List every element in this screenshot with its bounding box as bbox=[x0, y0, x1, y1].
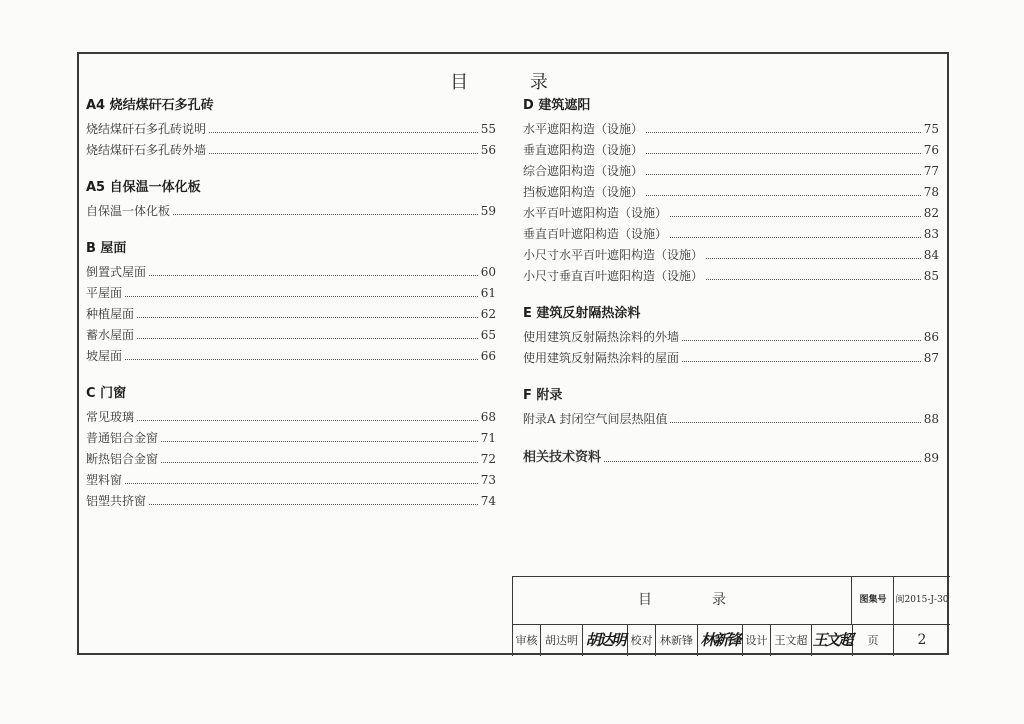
dot-leader bbox=[682, 360, 921, 362]
section-title: A5 自保温一体化板 bbox=[86, 180, 201, 195]
toc-item[interactable] bbox=[523, 406, 939, 427]
dot-leader bbox=[209, 152, 478, 154]
dot-leader bbox=[682, 339, 921, 341]
dot-leader bbox=[706, 278, 921, 280]
toc-item[interactable] bbox=[523, 263, 939, 284]
page-label: 页 bbox=[853, 625, 894, 656]
dot-leader bbox=[706, 257, 921, 259]
page-number: 2 bbox=[917, 632, 927, 648]
toc-item-page: 76 bbox=[923, 143, 939, 157]
design-label: 设计 bbox=[743, 625, 771, 656]
toc-item-label: 垂直遮阳构造（设施） bbox=[523, 143, 644, 157]
toc-item-label: 小尺寸水平百叶遮阳构造（设施） bbox=[523, 248, 704, 262]
section-title: A4 烧结煤矸石多孔砖 bbox=[86, 98, 214, 113]
dot-leader bbox=[604, 460, 921, 462]
toc-item-page: 78 bbox=[923, 185, 939, 199]
atlas-number-label: 图集号 bbox=[853, 577, 894, 624]
toc-item[interactable] bbox=[86, 280, 496, 301]
dot-leader bbox=[670, 236, 921, 238]
toc-item-label: 蓄水屋面 bbox=[86, 328, 135, 342]
dot-leader bbox=[209, 131, 478, 133]
dot-leader bbox=[173, 213, 478, 215]
dot-leader bbox=[137, 337, 478, 339]
toc-item[interactable] bbox=[86, 404, 496, 425]
toc-item-label: 烧结煤矸石多孔砖说明 bbox=[86, 122, 207, 136]
toc-item[interactable] bbox=[523, 200, 939, 221]
toc-item[interactable] bbox=[86, 322, 496, 343]
toc-item-label: 小尺寸垂直百叶遮阳构造（设施） bbox=[523, 269, 704, 283]
toc-item-page: 59 bbox=[480, 204, 496, 218]
toc-item-label: 使用建筑反射隔热涂料的外墙 bbox=[523, 330, 680, 344]
page-title: 目 录 bbox=[450, 72, 576, 93]
reviewer-signature: 胡达明 bbox=[583, 625, 628, 656]
toc-item-label: 铝塑共挤窗 bbox=[86, 494, 147, 508]
dot-leader bbox=[646, 131, 921, 133]
dot-leader bbox=[161, 440, 478, 442]
toc-item-label: 附录A 封闭空气间层热阻值 bbox=[523, 412, 668, 426]
toc-item[interactable] bbox=[86, 488, 496, 509]
toc-item-page: 83 bbox=[923, 227, 939, 241]
toc-item[interactable] bbox=[86, 343, 496, 364]
toc-item[interactable] bbox=[523, 242, 939, 263]
toc-item-label: 综合遮阳构造（设施） bbox=[523, 164, 644, 178]
toc-item-page: 73 bbox=[480, 473, 496, 487]
dot-leader bbox=[125, 482, 478, 484]
dot-leader bbox=[646, 194, 921, 196]
toc-item[interactable] bbox=[86, 259, 496, 280]
designer-name: 王文超 bbox=[771, 625, 812, 656]
toc-item-page: 87 bbox=[923, 351, 939, 365]
dot-leader bbox=[670, 215, 921, 217]
dot-leader bbox=[149, 274, 478, 276]
title-block-row-top bbox=[513, 577, 950, 625]
toc-item[interactable] bbox=[523, 445, 939, 466]
toc-item-page: 77 bbox=[923, 164, 939, 178]
toc-left-column bbox=[86, 96, 496, 509]
toc-item[interactable] bbox=[523, 158, 939, 179]
dot-leader bbox=[161, 461, 478, 463]
toc-section-related bbox=[523, 445, 939, 466]
reviewer-name: 胡达明 bbox=[541, 625, 583, 656]
section-title: B 屋面 bbox=[86, 241, 127, 256]
toc-item-label: 水平遮阳构造（设施） bbox=[523, 122, 644, 136]
dot-leader bbox=[646, 152, 921, 154]
title-block bbox=[512, 576, 950, 656]
drawing-frame bbox=[77, 52, 949, 655]
dot-leader bbox=[670, 421, 920, 423]
section-title: F 附录 bbox=[523, 388, 563, 403]
toc-item[interactable] bbox=[523, 345, 939, 366]
toc-item[interactable] bbox=[86, 198, 496, 219]
dot-leader bbox=[646, 173, 921, 175]
section-title: E 建筑反射隔热涂料 bbox=[523, 306, 641, 321]
toc-item-label: 使用建筑反射隔热涂料的屋面 bbox=[523, 351, 680, 365]
toc-item-page: 72 bbox=[480, 452, 496, 466]
checker-signature: 林新锋 bbox=[698, 625, 743, 656]
toc-item-label: 垂直百叶遮阳构造（设施） bbox=[523, 227, 668, 241]
dot-leader bbox=[149, 503, 478, 505]
dot-leader bbox=[137, 316, 478, 318]
toc-item-label: 常见玻璃 bbox=[86, 410, 135, 424]
toc-item-label: 自保温一体化板 bbox=[86, 204, 171, 218]
toc-item[interactable] bbox=[523, 116, 939, 137]
toc-section-d bbox=[523, 96, 939, 284]
dot-leader bbox=[125, 358, 478, 360]
toc-section-b bbox=[86, 239, 496, 364]
toc-item-label: 挡板遮阳构造（设施） bbox=[523, 185, 644, 199]
atlas-number: 闽2015-J-30 bbox=[895, 595, 949, 605]
toc-section-a4 bbox=[86, 96, 496, 158]
toc-item-page: 56 bbox=[480, 143, 496, 157]
toc-item-page: 75 bbox=[923, 122, 939, 136]
toc-item-page: 84 bbox=[923, 248, 939, 262]
toc-item[interactable] bbox=[523, 324, 939, 345]
section-title: C 门窗 bbox=[86, 386, 127, 401]
toc-section-c bbox=[86, 384, 496, 509]
section-title: D 建筑遮阳 bbox=[523, 98, 591, 113]
dot-leader bbox=[137, 419, 478, 421]
toc-item[interactable] bbox=[523, 179, 939, 200]
toc-item[interactable] bbox=[523, 221, 939, 242]
review-label: 审核 bbox=[513, 625, 541, 656]
toc-item-page: 60 bbox=[480, 265, 496, 279]
toc-item-page: 61 bbox=[480, 286, 496, 300]
toc-section-a5 bbox=[86, 178, 496, 219]
toc-item-label: 相关技术资料 bbox=[523, 450, 602, 465]
toc-item-label: 塑料窗 bbox=[86, 473, 123, 487]
toc-item-page: 89 bbox=[923, 451, 939, 465]
toc-item[interactable] bbox=[86, 467, 496, 488]
designer-signature: 王文超 bbox=[812, 625, 853, 656]
toc-item-label: 平屋面 bbox=[86, 286, 123, 300]
toc-item[interactable] bbox=[86, 116, 496, 137]
toc-item[interactable] bbox=[86, 301, 496, 322]
toc-item-page: 88 bbox=[923, 412, 939, 426]
toc-item[interactable] bbox=[86, 137, 496, 158]
toc-item-page: 85 bbox=[923, 269, 939, 283]
dot-leader bbox=[125, 295, 478, 297]
toc-item-page: 74 bbox=[480, 494, 496, 508]
toc-item[interactable] bbox=[523, 137, 939, 158]
toc-section-e bbox=[523, 304, 939, 366]
checker-name: 林新锋 bbox=[656, 625, 698, 656]
toc-item-page: 62 bbox=[480, 307, 496, 321]
toc-item-label: 种植屋面 bbox=[86, 307, 135, 321]
toc-item[interactable] bbox=[86, 446, 496, 467]
toc-item-page: 55 bbox=[480, 122, 496, 136]
title-block-row-bottom bbox=[513, 625, 950, 656]
toc-item-page: 86 bbox=[923, 330, 939, 344]
toc-item-page: 82 bbox=[923, 206, 939, 220]
toc-item-page: 65 bbox=[480, 328, 496, 342]
drawing-name: 目录 bbox=[513, 577, 852, 624]
toc-right-column bbox=[523, 96, 939, 466]
toc-item-label: 水平百叶遮阳构造（设施） bbox=[523, 206, 668, 220]
toc-item-label: 烧结煤矸石多孔砖外墙 bbox=[86, 143, 207, 157]
toc-item-label: 倒置式屋面 bbox=[86, 265, 147, 279]
toc-item[interactable] bbox=[86, 425, 496, 446]
toc-item-page: 68 bbox=[480, 410, 496, 424]
toc-item-label: 坡屋面 bbox=[86, 349, 123, 363]
toc-item-label: 断热铝合金窗 bbox=[86, 452, 159, 466]
toc-item-page: 66 bbox=[480, 349, 496, 363]
check-label: 校对 bbox=[628, 625, 656, 656]
toc-item-label: 普通铝合金窗 bbox=[86, 431, 159, 445]
toc-item-page: 71 bbox=[480, 431, 496, 445]
toc-section-f bbox=[523, 386, 939, 427]
